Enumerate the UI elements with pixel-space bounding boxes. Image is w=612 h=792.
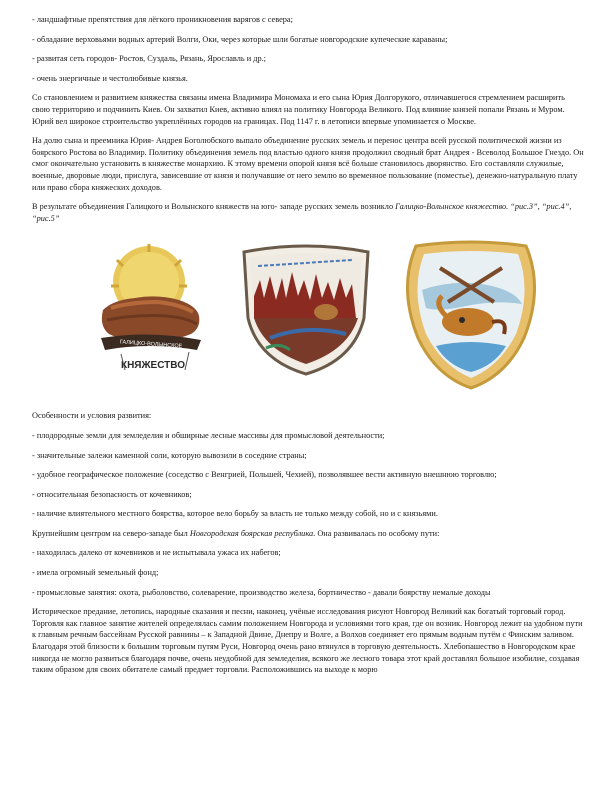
emblem-ribbon-text: ГАЛИЦКО-ВОЛЫНСКОЕ [119,339,183,350]
emblem-shield-bird [396,238,546,390]
document-page [32,14,584,684]
shield-bird-emblem-icon [396,238,546,390]
paragraph-monomakh: Со становлением и развитием княжества связаны имена Владимира Мономаха и его сына Юрия Долгорукого, отличавшегося стремлением расширить свою территорию и подчинить Киев. Он захватил Киев, активно влиял на политику Новгорода Великого. Под влияние князей попали Рязань и Муром. Юрий вел широкое строительство укреплённых городов на границах. Под 1147 г. в летописи впервые упоминается о Москве. [32,93,565,126]
list-novgorod [32,547,584,598]
bread-sun-emblem-icon [97,242,205,382]
list-item: - значительные залежи каменной соли, которую вывозили в соседние страны; [32,450,307,460]
paragraph-history: Историческое предание, летопись, народные сказания и песни, наконец, учёные исследования рисуют Новгород Великий как богатый торговый город. Торговля как главное занятие жителей определялась самим положением Новгорода и условиями того края, где он возник. Новгород лежит на удобном пути к главным речным бассейнам Русской равнины – к Западной Двине, Днепру и Волге, а Волхов соединяет его прямым водным путём с Финским заливом. Благодаря этой близости к большим торговым путям Руси, Новгород очень рано втянулся в торговую деятельность. Хлебопашество в Новгородском крае никогда не могло развиться благодаря почве, очень неудобной для земледелия, всякого же лесного товара этот край доставлял большое изобилие, создавая таким образом для своих обитателе самый предмет торговли. Расположившись на выходе к морю [32,607,583,675]
list-item: - относительная безопасность от кочевников; [32,489,192,499]
novgorod-suffix: . Она развивалась по особому пути: [313,528,440,538]
list-item: - находилась далеко от кочевников и не испытывала ужаса их набегов; [32,548,281,558]
paragraph-novgorod [32,528,584,540]
list-item: - промысловые занятия: охота, рыболовство, солеварение, производство железа, бортничество - давали боярству немалые доходы [32,587,491,597]
emblem-galicia-volhynia-bread [97,242,205,382]
novgorod-text: Крупнейшим центром на северо-западе был [32,528,190,538]
galicia-text: В результате объединения Галицкого и Волынского княжеств на юго- западе русских земель возникло [32,202,396,212]
list-item: - удобное географическое положение (соседство с Венгрией, Польшей, Чехией), позволявшее вести активную внешнюю торговлю; [32,470,497,480]
emblem-label: КНЯЖЕСТВО [120,360,186,372]
heading-features: Особенности и условия развития: [32,411,152,421]
emblem-shield-landscape [236,238,376,378]
list-features [32,430,584,520]
figure-references: . “рис.3”, “рис.4”, “рис.5” [32,202,572,223]
paragraph-galicia [32,201,584,224]
emblem-figures [32,232,584,404]
list-item: - развитая сеть городов- Ростов, Суздаль, Рязань, Ярославль и др.; [32,54,266,64]
list-item: - наличие влиятельного местного боярства, которое вело борьбу за власть не только между собой, но и с князьями. [32,509,438,519]
list-item: - очень энергичные и честолюбивые князья. [32,73,188,83]
paragraph-bogolyubsky: На долю сына и преемника Юрия- Андрея Боголюбского выпало объединение русских земель и перенос центра всей русской политической жизни из боярского Ростова во Владимир. Политику объединения земель под властью одного князя продолжил сводный брат Андрея - Всеволод Большое Гнездо. Он смог окончательно установить в княжестве монархию. К этому времени опорой князя всё больше становилось дворянство. Его составляли служилые, военные, дворовые люди, прислуга, зависевшие от князя и получавшие от него землю во временное пользование (поместье), денежно-натуральную плату или право сбора княжеских доходов. [32,136,584,192]
galicia-italic: Галицко-Волынское княжество [395,202,507,212]
shield-landscape-emblem-icon [236,238,376,378]
list-top [32,14,584,84]
list-item: - плодородные земли для земледелия и обширные лесные массивы для промысловой деятельности; [32,430,385,440]
list-item: - имела огромный земельный фонд; [32,568,159,578]
novgorod-italic: Новгородская боярская республика [189,528,314,538]
list-item: - обладание верховьями водных артерий Волги, Оки, через которые шли богатые новгородские купеческие караваны; [32,34,448,44]
list-item: - ландшафтные препятствия для лёгкого проникновения варягов с севера; [32,15,293,24]
